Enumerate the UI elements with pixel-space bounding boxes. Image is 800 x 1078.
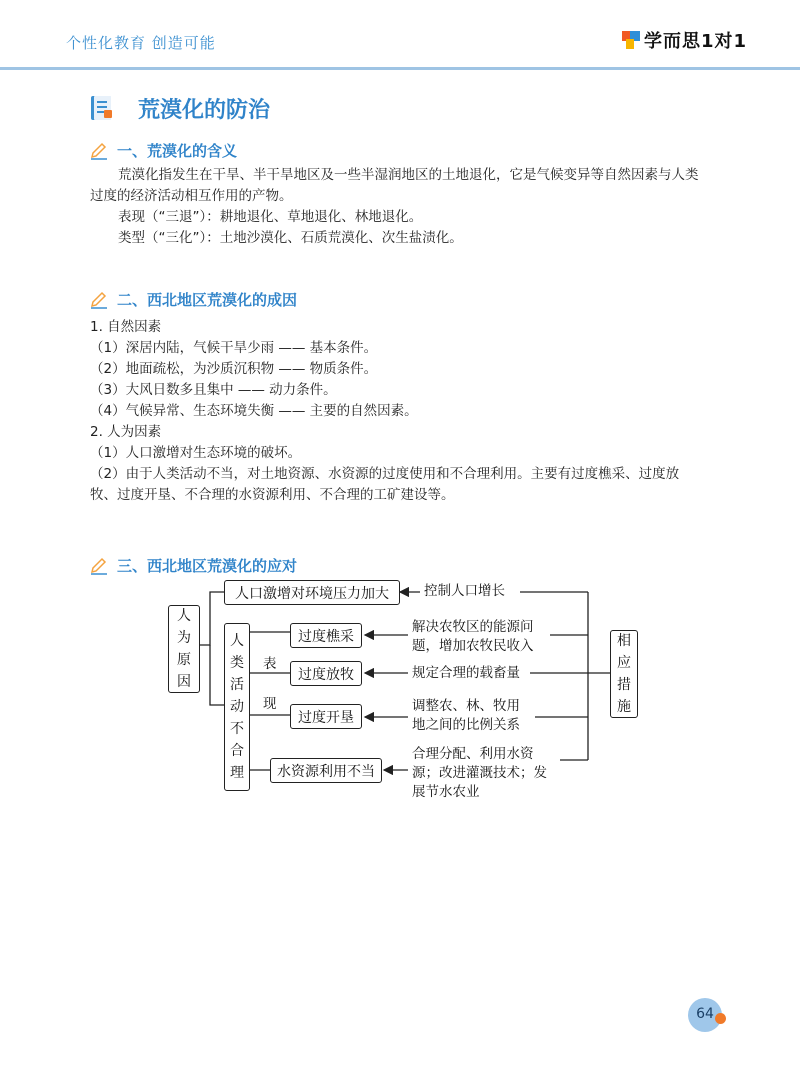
list-item: 牧、过度开垦、不合理的水资源利用、不合理的工矿建设等。 [90,487,455,503]
list-item: （4）气候异常、生态环境失衡 —— 主要的自然因素。 [90,403,418,419]
section-heading-2: 二、西北地区荒漠化的成因 [89,289,297,310]
paragraph: 过度的经济活动相互作用的产物。 [90,188,293,204]
pencil-icon [89,141,109,161]
show-label: 现 [263,696,277,712]
pencil-icon [89,290,109,310]
brand-logo [622,27,747,53]
paragraph: 表现（“三退”）：耕地退化、草地退化、林地退化。 [118,209,423,225]
show-label: 表 [263,656,277,672]
brand-icon [622,31,640,49]
header-slogan: 个性化教育 创造可能 [66,34,216,52]
measure-reclaim: 调整农、林、牧用 地之间的比例关系 [412,698,520,733]
list-item: （2）地面疏松，为沙质沉积物 —— 物质条件。 [90,361,378,377]
over-logging-box: 过度樵采 [290,623,362,648]
list-item: 2. 人为因素 [90,424,162,440]
over-grazing-box: 过度放牧 [290,661,362,686]
population-pressure-box: 人口激增对环境压力加大 [224,580,400,605]
human-activity-box: 人 类 活 动 不 合 理 [224,623,250,791]
page-header [0,0,800,70]
section-heading-1: 一、荒漠化的含义 [89,140,237,161]
measures-box: 相 应 措 施 [610,630,638,718]
list-item: （2）由于人类活动不当，对土地资源、水资源的过度使用和不合理利用。主要有过度樵采、过度放 [90,466,680,482]
measure-water: 合理分配、利用水资 源；改进灌溉技术；发 展节水农业 [412,746,547,800]
desertification-diagram [160,575,650,810]
pencil-icon [89,556,109,576]
human-cause-box: 人 为 原 因 [168,605,200,693]
measure-grazing: 规定合理的载畜量 [412,665,520,681]
page-number: 64 [696,1006,714,1022]
paragraph: 荒漠化指发生在干旱、半干旱地区及一些半湿润地区的土地退化，它是气候变异等自然因素与人类 [118,167,699,183]
over-reclaim-box: 过度开垦 [290,704,362,729]
list-item: （1）深居内陆，气候干旱少雨 —— 基本条件。 [90,340,378,356]
measure-logging: 解决农牧区的能源问 题，增加农牧民收入 [412,619,534,654]
section-heading-3: 三、西北地区荒漠化的应对 [89,555,297,576]
book-icon [88,94,116,122]
brand-name: 学而思1对1 [644,31,748,52]
header-divider [0,67,800,70]
water-misuse-box: 水资源利用不当 [270,758,382,783]
list-item: （1）人口激增对生态环境的破坏。 [90,445,302,461]
list-item: 1. 自然因素 [90,319,162,335]
page-title: 荒漠化的防治 [138,98,271,123]
paragraph: 类型（“三化”）：土地沙漠化、石质荒漠化、次生盐渍化。 [118,230,463,246]
measure-population: 控制人口增长 [424,583,505,599]
list-item: （3）大风日数多且集中 —— 动力条件。 [90,382,337,398]
page-number-badge [688,998,724,1034]
